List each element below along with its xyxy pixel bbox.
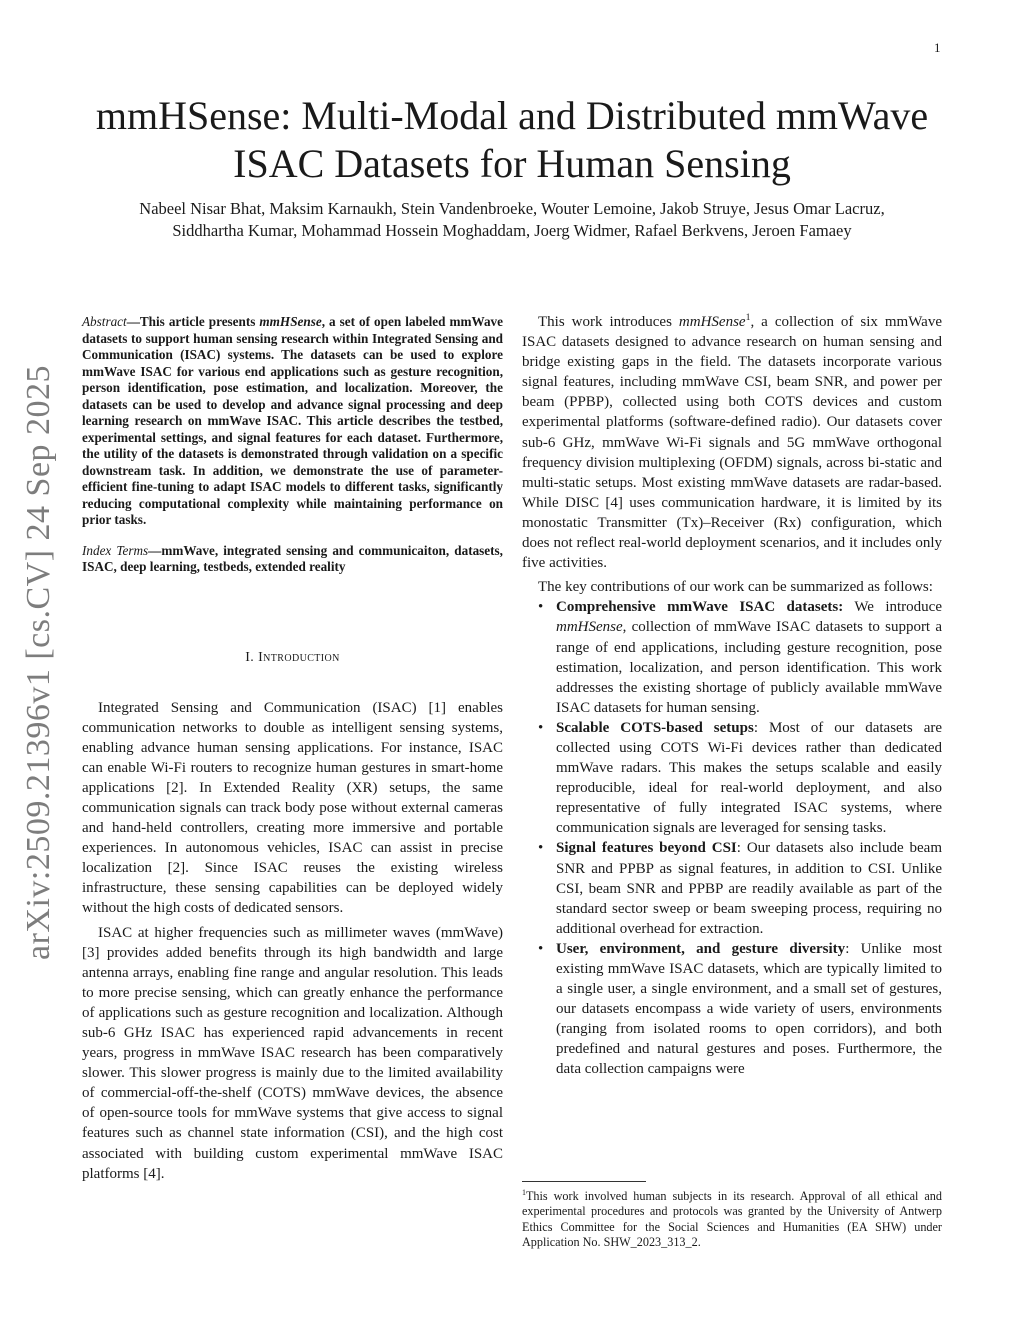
abstract [82, 314, 503, 529]
author-list [70, 198, 954, 242]
list-item [556, 597, 942, 718]
contribution-dataset-name: mmHSense [556, 619, 623, 636]
work-intro-text-a: This work introduces [538, 314, 679, 330]
footnote-marker: 1 [745, 312, 751, 323]
list-item [556, 838, 942, 938]
contribution-heading: Comprehensive mmWave ISAC datasets: [556, 599, 844, 616]
footnote-divider [522, 1181, 646, 1182]
section-heading-introduction [82, 650, 503, 666]
authors-line-2: Siddhartha Kumar, Mohammad Hossein Moghaddam, Joerg Widmer, Rafael Berkvens, Jeroen Famaey [172, 221, 852, 240]
contribution-text: : Unlike most existing mmWave ISAC datasets, which are typically limited to a single user, a single environment, and a small set of gestures, our datasets encompass a wide variety of users, environments (ranging from isolated rooms to open corridors), and both predefined and natural gestures and poses. Furthermore, the data collection campaigns were [556, 940, 942, 1078]
contribution-heading: Signal features beyond CSI [556, 840, 737, 857]
contribution-heading: Scalable COTS-based setups [556, 719, 754, 736]
paper-title [60, 92, 964, 188]
contribution-text: : Most of our datasets are collected using COTS Wi-Fi devices rather than dedicated mmWave radars. This makes the setups scalable and easily reproducible, ideal for real-world deployment, and also representative of fully integrated ISAC systems, where communication signals are leveraged for sensing tasks. [556, 719, 942, 837]
work-intro-dataset-name: mmHSense [678, 314, 746, 330]
section-numeral: I. [245, 649, 259, 665]
abstract-dataset-name: mmHSense [259, 314, 322, 329]
arxiv-identifier-stamp: arXiv:2509.21396v1 [cs.CV] 24 Sep 2025 [20, 364, 57, 960]
index-terms-dash: — [148, 542, 162, 558]
footnote-text: This work involved human subjects in its research. Approval of all ethical and experimental procedures and protocols was granted by the University of Antwerp Ethics Committee for the Social Sciences and Humanities (EA SHW) under Application No. SHW_2023_313_2. [522, 1189, 942, 1249]
footnote [522, 1189, 942, 1250]
list-item [556, 939, 942, 1080]
contributions-list [522, 597, 942, 1079]
contribution-text-b: , collection of mmWave ISAC datasets to support a range of end applications, including gesture recognition, pose estimation, localization, and person identification. This work addresses the existing shortage of publicly available mmWave ISAC datasets for human sensing. [556, 619, 942, 716]
footnote-number: 1 [522, 1187, 526, 1197]
contribution-heading: User, environment, and gesture diversity [556, 940, 846, 957]
contribution-text: : Our datasets also include beam SNR and PPBP as signal features, in addition to CSI. Unlike CSI, beam SNR and PPBP are readily available as part of the standard sector sweep or beam sweeping process, requiring no additional overhead for extraction. [556, 840, 942, 937]
intro-paragraph-2: ISAC at higher frequencies such as millimeter waves (mmWave) [3] provides added benefits through its high bandwidth and large antenna arrays, enabling fine range and angular resolution. This leads to more precise sensing, which can greatly enhance the performance of applications such as gesture recognition and localization. Although sub-6 GHz ISAC has experienced rapid advancements in recent years, progress in mmWave ISAC research has been comparatively slower. This slower progress is mainly due to the limited availability of commercial-off-the-shelf (COTS) mmWave devices, the absence of open-source tools for mmWave systems that give access to signal features such as channel state information (CSI), and the high cost associated with building custom experimental mmWave ISAC platforms [4]. [82, 924, 503, 1182]
left-column [82, 314, 503, 1184]
section-title: Introduction [258, 649, 340, 665]
right-column [522, 312, 942, 1080]
page-number: 1 [934, 40, 941, 55]
intro-paragraph-1: Integrated Sensing and Communication (ISAC) [1] enables communication networks to double as intelligent sensing systems, enabling advance human sensing applications. For instance, ISAC can enable Wi-Fi routers to recognize human gestures in smart-home applications [2]. In Extended Reality (XR) setups, the same communication signals can track body pose without external cameras and hand-held controllers, creating more immersive and portable experiences. In autonomous vehicles, ISAC can assist in precise localization [2]. Since ISAC reuses the existing wireless infrastructure, these sensing capabilities can be deployed widely without the high costs of dedicated sensors. [82, 699, 503, 917]
authors-line-1: Nabeel Nisar Bhat, Maksim Karnaukh, Stein Vandenbroeke, Wouter Lemoine, Jakob Struye, Jesus Omar Lacruz, [139, 199, 885, 218]
title-line-2: ISAC Datasets for Human Sensing [233, 141, 791, 186]
list-item [556, 718, 942, 839]
abstract-text-b: , a set of open labeled mmWave datasets to support human sensing research within Integrated Sensing and Communication (ISAC) systems. The datasets can be used to explore mmWave ISAC for various end applications such as gesture recognition, person identification, pose estimation, and localization. Moreover, the datasets can be used to develop and advance signal processing and deep learning research on mmWave ISAC. This article describes the testbed, experimental settings, and signal features for each dataset. Furthermore, the utility of the datasets is demonstrated through validation on a specific downstream task. In addition, we demonstrate the use of parameter-efficient fine-tuning to adapt ISAC models to different tasks, significantly reducing computational complexity while maintaining performance on prior tasks. [82, 314, 503, 527]
index-terms [82, 543, 503, 576]
abstract-label: Abstract [82, 314, 127, 329]
index-terms-label: Index Terms [82, 542, 149, 558]
work-intro-paragraph [522, 312, 942, 573]
index-terms-text: mmWave, integrated sensing and communicaiton, datasets, ISAC, deep learning, testbeds, extended reality [82, 542, 503, 574]
title-line-1: mmHSense: Multi-Modal and Distributed mmWave [95, 93, 929, 138]
work-intro-text-b: , a collection of six mmWave ISAC datasets designed to advance research on human sensing and bridge existing gaps in the field. The datasets incorporate various signal features, including mmWave CSI, beam SNR, and power per beam (PPBP), collected using both COTS devices and custom experimental platforms (software-defined radio). Our datasets cover sub-6 GHz, mmWave Wi-Fi signals and 5G mmWave orthogonal frequency division multiplexing (OFDM) signals, across bi-static and multi-static setups. Most existing mmWave datasets are radar-based. While DISC [4] uses communication hardware, it is limited by its monostatic Transmitter (Tx)–Receiver (Rx) configuration, which does not reflect real-world deployment scenarios, and it includes only five activities. [522, 314, 942, 572]
abstract-text-a: This article presents [139, 314, 260, 329]
abstract-dash: — [126, 314, 140, 329]
contribution-text: We introduce [843, 599, 942, 616]
contributions-intro: The key contributions of our work can be summarized as follows: [538, 579, 933, 596]
